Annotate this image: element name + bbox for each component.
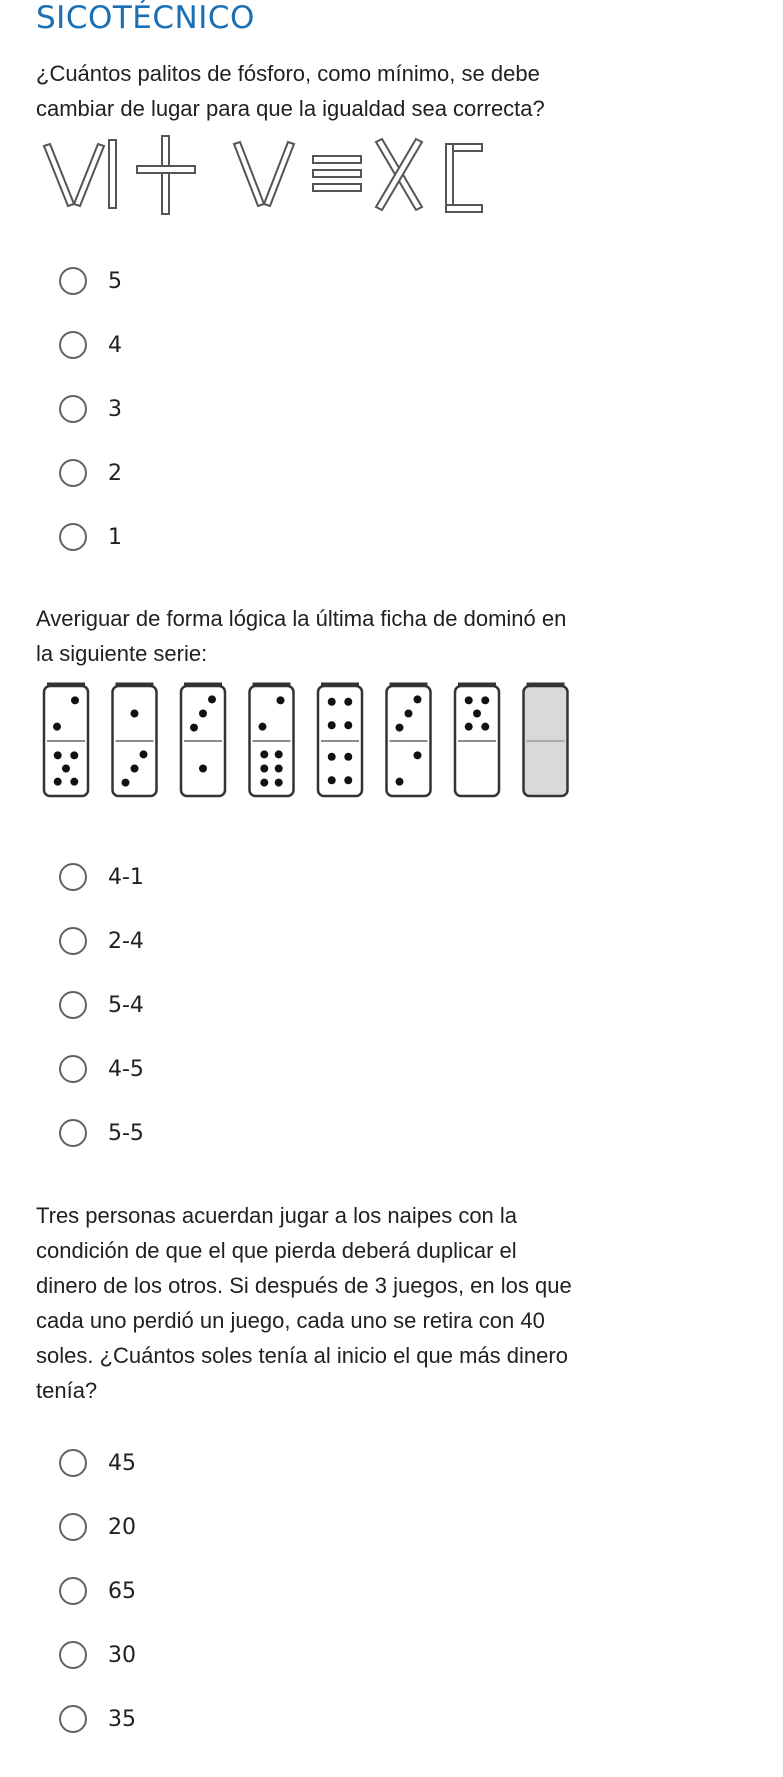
option-label: 20 <box>108 1514 136 1540</box>
domino-pip <box>328 721 336 729</box>
option-label: 2 <box>108 460 122 486</box>
question-1-line-2: cambiar de lugar para que la igualdad sea correcta? <box>36 96 545 121</box>
matchstick <box>313 184 361 191</box>
option-label: 5-5 <box>108 1120 144 1146</box>
option-q2-e[interactable] <box>59 1113 144 1153</box>
matchstick <box>109 140 116 208</box>
domino-pip <box>473 710 481 718</box>
domino-pip <box>328 753 336 761</box>
question-3-line-4: cada uno perdió un juego, cada uno se retira con 40 <box>36 1308 545 1333</box>
domino-pip <box>465 696 473 704</box>
domino-pip <box>396 724 404 732</box>
question-2-line-1: Averiguar de forma lógica la última ficha de dominó en <box>36 606 567 631</box>
domino-pip <box>199 710 207 718</box>
option-q3-e[interactable] <box>59 1699 136 1739</box>
domino-pip <box>481 696 489 704</box>
domino-pip <box>70 778 78 786</box>
domino-tile <box>524 684 568 796</box>
domino-tile <box>44 684 88 796</box>
question-3-line-1: Tres personas acuerdan jugar a los naipes con la <box>36 1203 518 1228</box>
option-label: 4-5 <box>108 1056 144 1082</box>
matchstick <box>264 142 294 206</box>
domino-pip <box>54 751 62 759</box>
radio-button[interactable] <box>59 1449 87 1477</box>
domino-pip <box>71 696 79 704</box>
question-2-text <box>36 601 636 671</box>
domino-pip <box>328 698 336 706</box>
option-label: 65 <box>108 1578 136 1604</box>
radio-button[interactable] <box>59 1705 87 1733</box>
matchstick <box>446 144 453 212</box>
option-q3-a[interactable] <box>59 1443 136 1483</box>
domino-pip <box>405 710 413 718</box>
question-2-line-2: la siguiente serie: <box>36 641 208 666</box>
matchstick <box>137 166 195 173</box>
radio-button[interactable] <box>59 1577 87 1605</box>
option-q2-c[interactable] <box>59 985 144 1025</box>
radio-button[interactable] <box>59 1055 87 1083</box>
option-q1-a[interactable] <box>59 261 122 301</box>
domino-series-figure <box>40 680 600 810</box>
domino-pip <box>122 779 130 787</box>
option-q1-d[interactable] <box>59 453 122 493</box>
domino-pip <box>260 765 268 773</box>
matchstick <box>234 142 264 206</box>
radio-button[interactable] <box>59 267 87 295</box>
domino-pip <box>275 779 283 787</box>
domino-tile <box>455 684 499 796</box>
domino-tile <box>113 684 157 796</box>
question-3-line-6: tenía? <box>36 1378 98 1403</box>
option-q2-d[interactable] <box>59 1049 144 1089</box>
option-label: 5 <box>108 268 122 294</box>
option-label: 5-4 <box>108 992 144 1018</box>
matchstick <box>74 144 104 206</box>
option-label: 3 <box>108 396 122 422</box>
domino-pip <box>396 778 404 786</box>
question-3-line-2: condición de que el que pierda deberá duplicar el <box>36 1238 517 1263</box>
domino-pip <box>275 750 283 758</box>
domino-tile <box>387 684 431 796</box>
matchstick <box>313 156 361 163</box>
domino-pip <box>344 753 352 761</box>
question-1-line-1: ¿Cuántos palitos de fósforo, como mínimo, se debe <box>36 61 540 86</box>
option-q3-c[interactable] <box>59 1571 136 1611</box>
page-title: SICOTÉCNICO <box>36 0 255 36</box>
option-q3-d[interactable] <box>59 1635 136 1675</box>
option-q2-a[interactable] <box>59 857 144 897</box>
matchstick <box>313 170 361 177</box>
option-label: 1 <box>108 524 122 550</box>
question-3-line-5: soles. ¿Cuántos soles tenía al inicio el que más dinero <box>36 1343 568 1368</box>
domino-pip <box>344 698 352 706</box>
radio-button[interactable] <box>59 331 87 359</box>
domino-pip <box>140 750 148 758</box>
domino-pip <box>131 710 139 718</box>
domino-pip <box>344 776 352 784</box>
domino-pip <box>275 765 283 773</box>
domino-pip <box>277 696 285 704</box>
domino-pip <box>414 695 422 703</box>
domino-pip <box>344 721 352 729</box>
option-label: 45 <box>108 1450 136 1476</box>
question-3-text <box>36 1198 636 1408</box>
question-1-text <box>36 56 636 126</box>
radio-button[interactable] <box>59 459 87 487</box>
radio-button[interactable] <box>59 523 87 551</box>
matchstick <box>446 205 482 212</box>
radio-button[interactable] <box>59 927 87 955</box>
question-3-line-3: dinero de los otros. Si después de 3 juegos, en los que <box>36 1273 572 1298</box>
option-label: 35 <box>108 1706 136 1732</box>
domino-pip <box>481 723 489 731</box>
radio-button[interactable] <box>59 1513 87 1541</box>
radio-button[interactable] <box>59 1119 87 1147</box>
domino-pip <box>208 695 216 703</box>
domino-pip <box>259 723 267 731</box>
option-label: 30 <box>108 1642 136 1668</box>
radio-button[interactable] <box>59 863 87 891</box>
matchstick <box>162 136 169 214</box>
domino-tile <box>250 684 294 796</box>
domino-tile <box>318 684 362 796</box>
domino-pip <box>260 750 268 758</box>
domino-pip <box>62 765 70 773</box>
domino-pip <box>260 779 268 787</box>
matchstick <box>44 144 74 206</box>
option-label: 4-1 <box>108 864 144 890</box>
radio-button[interactable] <box>59 1641 87 1669</box>
option-q2-b[interactable] <box>59 921 144 961</box>
domino-pip <box>199 765 207 773</box>
domino-pip <box>70 751 78 759</box>
option-q1-e[interactable] <box>59 517 122 557</box>
domino-tile <box>181 684 225 796</box>
option-label: 2-4 <box>108 928 144 954</box>
domino-pip <box>53 723 61 731</box>
domino-pip <box>54 778 62 786</box>
domino-pip <box>190 724 198 732</box>
domino-pip <box>131 765 139 773</box>
radio-button[interactable] <box>59 991 87 1019</box>
option-q1-b[interactable] <box>59 325 122 365</box>
domino-pip <box>414 751 422 759</box>
matchstick-equation-figure <box>36 128 516 223</box>
option-q1-c[interactable] <box>59 389 122 429</box>
radio-button[interactable] <box>59 395 87 423</box>
option-label: 4 <box>108 332 122 358</box>
domino-pip <box>465 723 473 731</box>
domino-pip <box>328 776 336 784</box>
option-q3-b[interactable] <box>59 1507 136 1547</box>
